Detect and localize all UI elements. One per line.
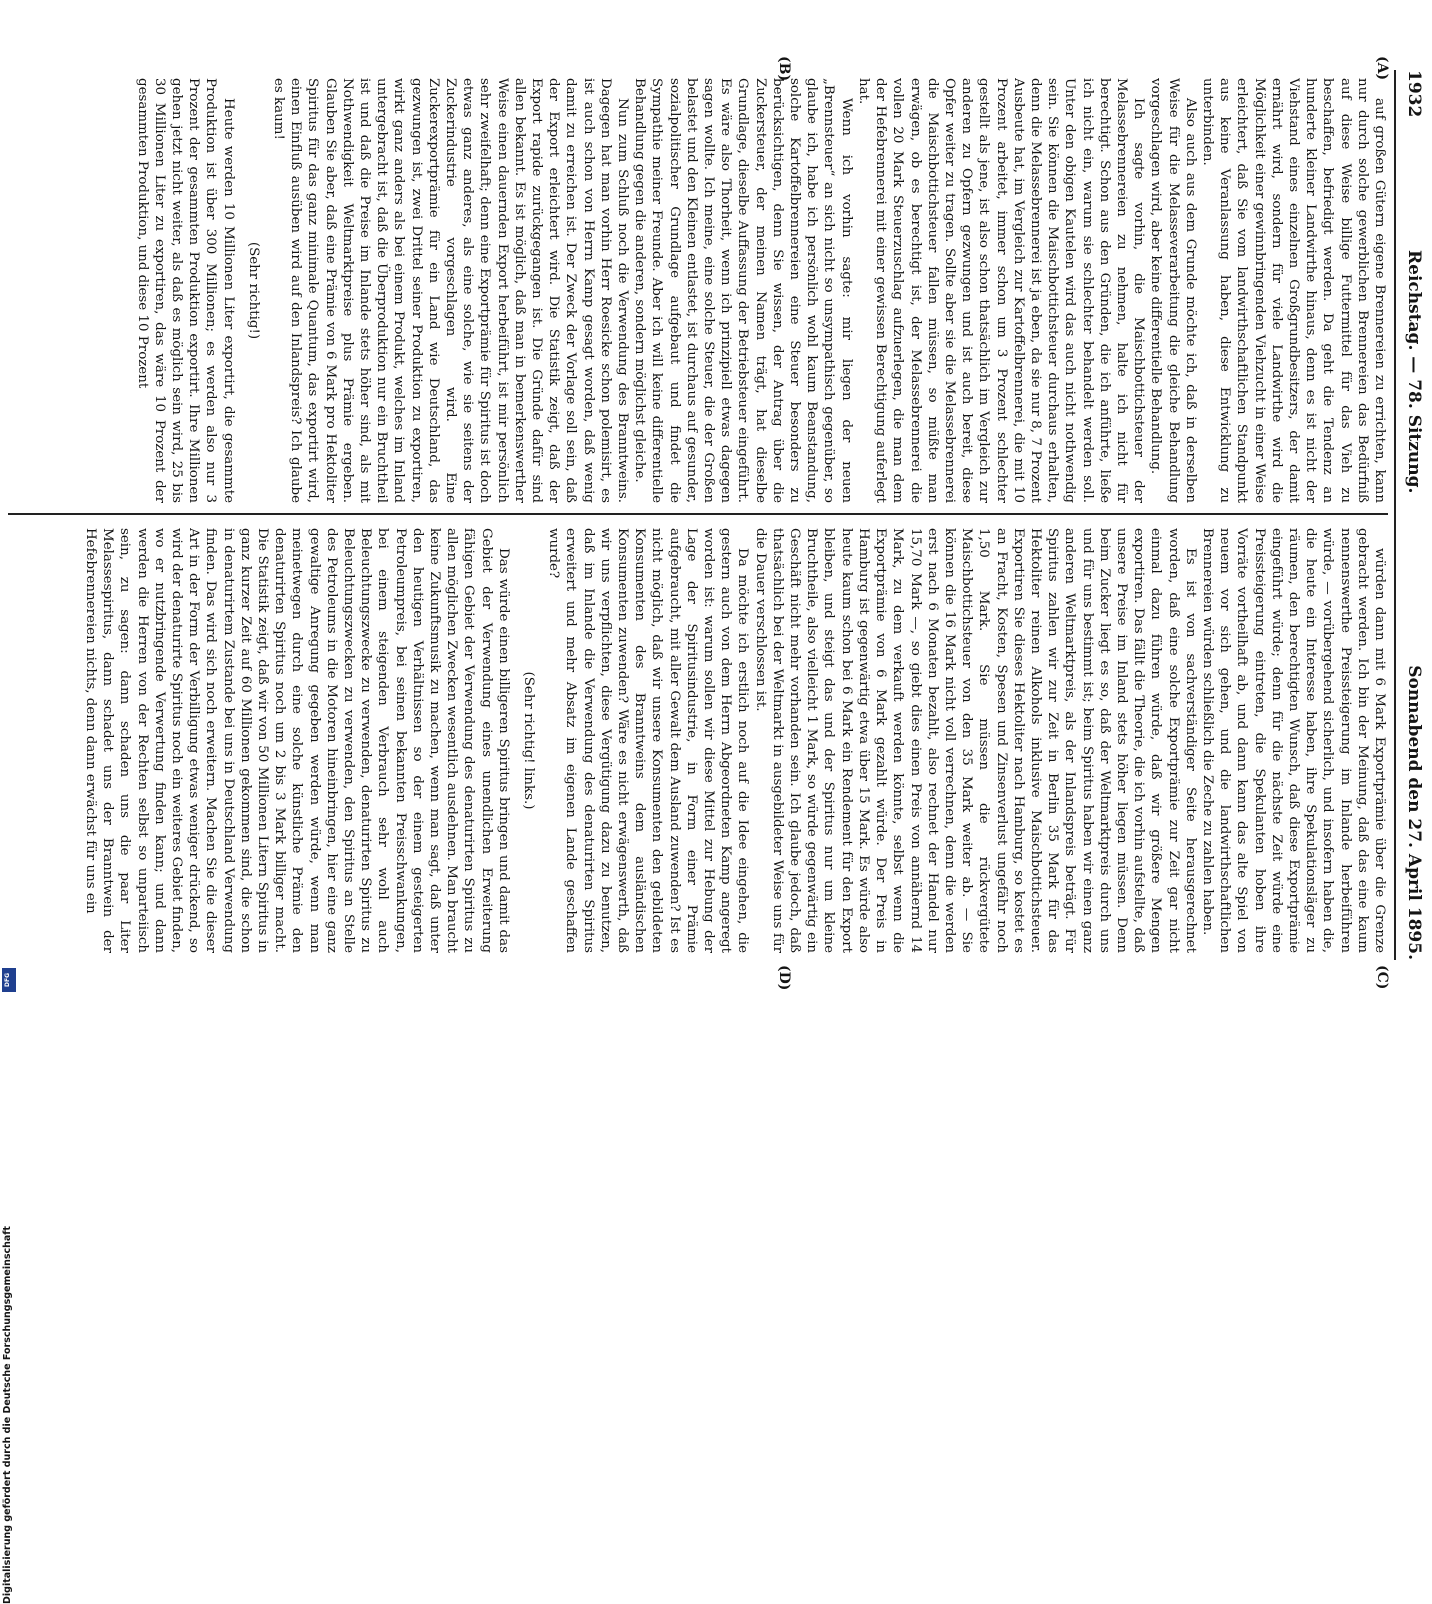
paragraph: Da möchte ich erstlich noch auf die Idee eingehen, die gestern auch von dem Herrn Abgeordneten Kamp angeregt worden ist: warum sollen wir diese Mittel zur Hebung der Lage der Spiritusindustrie, in Form einer Prämie aufgebraucht, mit aller Gewalt dem Ausland zuwenden? Ist es nicht möglich, daß wir unsere Konsumenten den gebildeten Konsumenten des Branntweins dem ausländischen Konsumenten zuwenden? Wäre es nicht erwägenswerth, daß wir uns verpflichten, diese Vergütigung dazu zu benutzen, daß im Inlande die Verwendung des denaturirten Spiritus erweitert und mehr Absatz im eigenen Lande geschaffen wurde? bbox=[546, 528, 751, 953]
paragraph: Ich sagte vorhin, die Maischbottichsteuer der Melassebrennereien zu nehmen, halte ich nicht für berechtigt. Schon aus den Gründen, die ich anführte, ließe ich nicht ein, warum sie schlechter behandelt werden soll. Unter den obigen Kautelen wird das auch nicht nothwendig sein. Sie können die Maischbottichsteuer durchaus erhalten, denn die Melassebrennerei ist ja eben, da sie nur 8, 7 Prozent Ausbeute hat, im Vergleich zur Kartoffelbrennerei, die mit 10 Prozent arbeitet, immer schon um 3 Prozent schlechter gestellt als jene, ist also schon thatsächlich im Vergleich zur anderen zu Opfern gezwungen und ist auch bereit, diese Opfer weiter zu tragen. Sollte aber sie die Melassebrennerei die Maischbottichsteuer fallen müssen, so müßte man erwägen, ob es berechtigt ist, der Melassebrennerei die vollen 20 Mark Steuerzuschlag aufzuerlegen, die man dem der Hefebrennerei mit einer gewissen Berechtigung auferlegt hat. bbox=[855, 78, 1147, 503]
paragraph: Nun zum Schluß noch die Verwendung des Branntweins. Dagegen hat man vorhin Herr Roesicke schon polemisirt, es ist auch schon von Herrn Kamp gesagt worden, daß wenig damit zu erreichen ist. Der Zweck der Vorlage soll sein, daß der Export erleichtert wird. Die Statistik zeigt, daß der Export rapide zurückgegangen ist. Die Gründe dafür sind allen bekannt. Es ist möglich, daß man in bemerkenswerther Weise einen dauernden Export herbeiführt, ist mir persönlich sehr zweifelhaft; denn eine Exportprämie für Spiritus ist doch etwas ganz anderes, als eine solche, wie sie seitens der Zuckerindustrie vorgeschlagen wird. Eine Zuckerexportprämie für ein Land wie Deutschland, das gezwungen ist, zwei Drittel seiner Produktion zu exportiren, wirkt ganz anders als bei einem Produkt, welches im Inland untergebracht ist, daß die Überproduktion nur ein Bruchtheil ist und daß die Preise im Inlande stets höher sind, als mit Nothwendigkeit Weltmarktpreise plus Prämie ergeben. Glauben Sie aber, daß eine Prämie von 6 Mark pro Hektoliter Spiritus für das ganz minimale Quantum, das exportirt wird, einen Einfluß ausüben wird auf den Inlandspreis? Ich glaube es kaum! bbox=[271, 78, 631, 503]
margin-marker-d: (D) bbox=[776, 965, 792, 991]
digitization-credit-strip bbox=[0, 606, 14, 1604]
dfg-logo-text: DFG bbox=[4, 972, 11, 988]
session-date: Sonnabend den 27. April 1895. bbox=[1404, 665, 1424, 960]
margin-marker-a: (A) bbox=[1374, 56, 1390, 81]
margin-marker-b: (B) bbox=[776, 56, 792, 82]
paragraph: Das würde einen billigeren Spiritus bringen und damit das Gebiet der Verwendung eines unendlichen Erweiterung fähigen Gebiet der Verwendung des denaturirten Spiritus zu allen möglichen Zwecken wesentlich ausdehnen. Man braucht keine Zukunftsmusik zu machen, wenn man sagt, daß unter den heutigen Verhältnissen so der einem gesteigerten Petroleumpreis, bei seinen bekannten Preisschwankungen, bei einem steigenden Verbrauch sehr wohl auch Beleuchtungszwecke zu verwenden, denaturirten Spiritus zu Beleuchtungszwecken zu verwenden, den Spiritus an Stelle des Petroleums in die Motoren hineinbringen, hier eine ganz gewaltige Anregung gegeben werden würde, wenn man meinetwegen durch eine solche künstliche Prämie den denaturirten Spiritus noch um 2 bis 3 Mark billiger macht. Die Statistik zeigt, daß wir von 50 Millionen Litern Spiritus in ganz kurzer Zeit auf 60 Millionen gekommen sind, die schon in denaturirtem Zustande bei uns in Deutschland Verwendung finden. Das wird sich noch erweitern. Machen Sie die dieser Art in der Form der Verbilligung etwas weniger drückend, so wird der denaturirte Spiritus noch ein weiteres Gebiet finden, wo er nutzbringende Verwertung finden kann; und dann werden die Herren von der Rechten selbst so unparteiisch sein, zu sagen: dann schaden uns die paar Liter Melassespiritus, dann schadet uns der Branntwein der Hefebrennereien nichts, denn dann erwächst für uns ein bbox=[82, 528, 511, 953]
right-text-column bbox=[18, 528, 1388, 953]
page-number: 1932 bbox=[1404, 70, 1424, 118]
left-text-column bbox=[18, 78, 1388, 503]
paragraph: würden dann mit 6 Mark Exportprämie über die Grenze gebracht werden. Ich bin der Meinung, daß das eine kaum nennenswerthe Preissteigerung im Inlande herbeiführen würde, — vorübergehend sicherlich, und insofern haben die, die heute ein Interesse haben, ihre Spekulationsläger zu räumen, den berechtigten Wunsch, daß diese Exportprämie eingeführt würde; denn für die nächste Zeit würde eine Preissteigerung eintreten, die Spekulanten hoben ihre Vorräte vortheilhaft ab, und dann kann das alte Spiel von neuem vor sich gehen, und die landwirthschaftlichen Brennereien würden schließlich die Zeche zu zahlen haben. bbox=[1199, 528, 1387, 953]
header-rule bbox=[1394, 70, 1396, 960]
session-title: Reichstag. — 78. Sitzung. bbox=[1404, 250, 1424, 494]
digitization-credit: Digitalisierung gefördert durch die Deutsche Forschungsgemeinschaft bbox=[2, 1226, 13, 1604]
paragraph: Wenn ich vorhin sagte: mir liegen der neuen „Brennsteuer“ an sich nicht so unsympathisch gegenüber, so glaube ich, habe ich persönlich wohl kaum Beanstandung, solche Kartoffelbrennereien eine Steuer besonders zu berücksichtigen, denn Sie wissen, der Antrag über die Zuckersteuer, der meinen Namen trägt, hat dieselbe Grundlage, dieselbe Auffassung der Betriebsteuer eingeführt. Es wäre also Thorheit, wenn ich prinzipiell etwas dagegen sagen wollte. Ich meine, eine solche Steuer, die der Großen belastet und den Kleinen entlastet, ist durchaus auf gesunder, sozialpolitischer Grundlage aufgebaut und findet die Sympathie meiner Freunde. Aber ich will keine differentielle Behandlung gegen die anderen, sondern möglichst gleiche. bbox=[632, 78, 854, 503]
margin-marker-c: (C) bbox=[1374, 965, 1390, 990]
interjection: (Sehr richtig! links.) bbox=[521, 671, 537, 810]
column-divider bbox=[8, 513, 1388, 515]
page-header bbox=[1398, 70, 1426, 960]
dfg-logo-icon bbox=[2, 968, 16, 992]
paragraph: Also auch aus dem Grunde möchte ich, daß in derselben Weise für die Melasseverarbeitung die gleiche Behandlung vorgeschlagen wird, aber keine differentielle Behandlung. bbox=[1148, 78, 1198, 503]
paragraph: Heute werden 10 Millionen Liter exportirt, die gesammte Produktion ist über 300 Millionen; es werden also nur 3 Prozent der gesammten Produktion exportirt. Ihre Millionen gehen jetzt nicht weiter, als daß es möglich sein wird, 25 bis 30 Millionen Liter zu exportiren, das wäre 10 Prozent der gesammten Produktion, und diese 10 Prozent bbox=[134, 78, 236, 503]
interjection: (Sehr richtig!) bbox=[245, 241, 261, 340]
paragraph: auf großen Gütern eigene Brennereien zu errichten, kann nur durch solche gewerblichen Brennereien das Bedürfniß auf diese Weise billige Futtermittel für das Vieh zu beschaffen, befriedigt werden. Da geht die Tendenz an hunderte kleiner Landwirthe hinaus, denn es ist nicht der Viehstand eines einzelnen Großgrundbesitzers, der damit ernährt wird, sondern für viele Landwirthe wird die Möglichkeit einer gewinnbringenden Viehzucht in einer Weise erleichtert, daß Sie vom landwirthschaftlichen Standpunkt aus keine Veranlassung haben, diese Entwicklung zu unterbinden. bbox=[1199, 78, 1387, 503]
paragraph: Es ist von sachverständiger Seite herausgerechnet worden, daß eine solche Exportprämie zur Zeit gar nicht einmal dazu führen würde, daß wir größere Mengen exportiren. Das fällt die Theorie, die ich vorhin aufstellte, daß unsere Preise im Inland stets höher liegen müssen. Denn beim Zucker liegt es so, daß der Weltmarktpreis durch uns und für uns bestimmt ist; beim Spiritus haben wir einen ganz anderen Weltmarktpreis, als der Inlandspreis beträgt. Für Spiritus zahlen wir zur Zeit in Berlin 35 Mark für das Hektoliter reinen Alkohols inklusive Maischbottichsteuer. Exportiren Sie dieses Hektoliter nach Hamburg, so kostet es an Fracht, Kosten, Spesen und Zinsenverlust ungefähr noch 1,50 Mark. Sie müssen die rückvergütete Maischbottichsteuer von den 35 Mark weiter ab. — Sie können die 16 Mark nicht voll verrechnen, denn die werden erst nach 6 Monaten bezahlt, also rechnet der Handel nur 15,70 Mark —, so giebt dies einen Preis von annähernd 14 Mark, zu dem verkauft werden könnte, selbst wenn die Exportprämie von 6 Mark gezahlt würde. Der Preis in Hamburg ist gegenwärtig etwa über 15 Mark. Es würde also heute kaum schon bei 6 Mark ein Rendement für den Export bleiben, und steigt das und der Spiritus nur um kleine Bruchtheile, also vielleicht 1 Mark, so würde gegenwärtig ein Geschäft nicht mehr vorhanden sein. Ich glaube jedoch, daß thatsächlich bei der Weltmarkt in ausgebildeter Weise uns für die Dauer verschlossen ist. bbox=[752, 528, 1198, 953]
